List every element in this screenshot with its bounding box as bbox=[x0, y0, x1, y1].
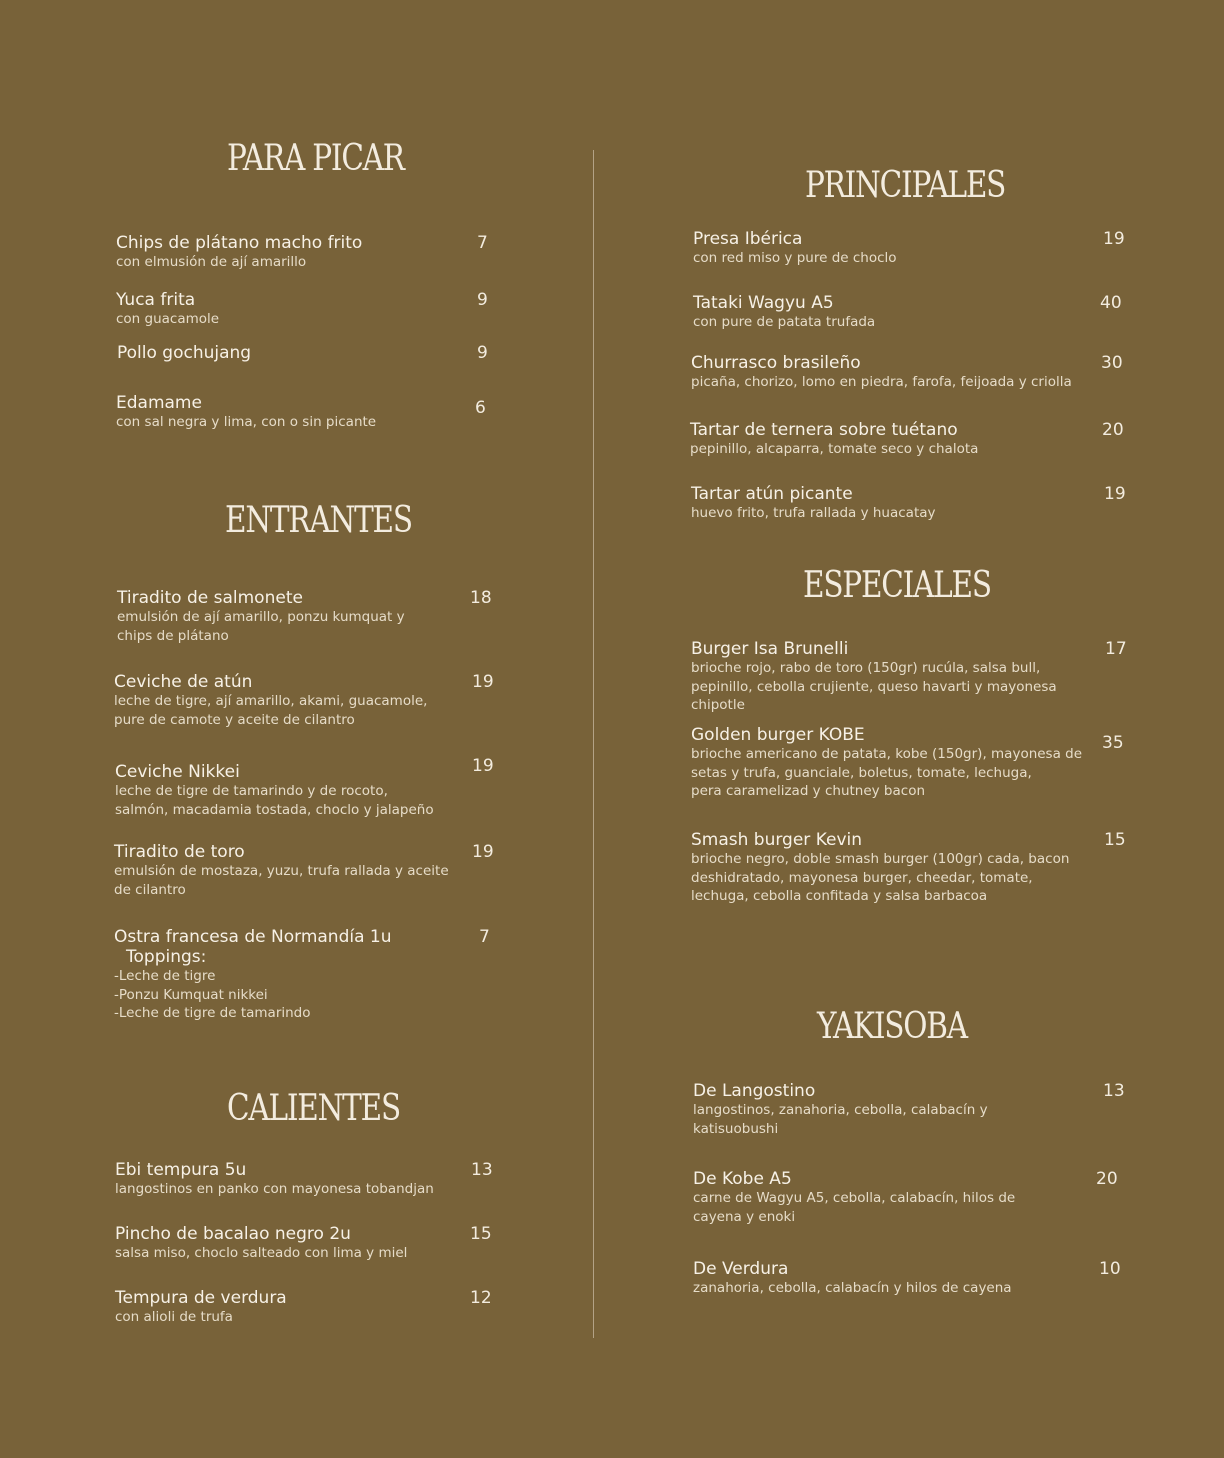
section-title-yakisoba: YAKISOBA bbox=[817, 1006, 967, 1047]
menu-item bbox=[693, 1259, 1073, 1298]
item-price: 9 bbox=[477, 290, 488, 310]
item-price: 15 bbox=[470, 1224, 492, 1244]
item-description: con alioli de trufa bbox=[115, 1309, 233, 1325]
item-price: 20 bbox=[1096, 1169, 1118, 1189]
item-name: De Kobe A5 bbox=[693, 1169, 792, 1189]
item-name: Golden burger KOBE bbox=[691, 725, 865, 745]
item-price: 13 bbox=[471, 1160, 493, 1180]
item-description: langostinos, zanahoria, cebolla, calabacín y katisuobushi bbox=[693, 1102, 988, 1137]
menu-item bbox=[691, 830, 1091, 906]
item-price: 19 bbox=[1103, 229, 1125, 249]
item-price: 19 bbox=[472, 672, 494, 692]
section-title-especiales: ESPECIALES bbox=[803, 565, 991, 606]
item-name: Ebi tempura 5u bbox=[115, 1160, 247, 1180]
menu-item bbox=[693, 1169, 1073, 1226]
menu-item bbox=[116, 393, 416, 432]
item-name: Burger Isa Brunelli bbox=[691, 639, 849, 659]
item-price: 12 bbox=[470, 1288, 492, 1308]
item-name: Tartar atún picante bbox=[691, 484, 853, 504]
section-title-entrantes: ENTRANTES bbox=[225, 500, 412, 541]
item-description: brioche negro, doble smash burger (100gr) cada, bacon deshidratado, mayonesa burger, cheedar, tomate, lechuga, cebolla confitada y salsa barbacoa bbox=[691, 851, 1070, 904]
item-name: Ceviche Nikkei bbox=[115, 762, 240, 782]
item-price: 9 bbox=[477, 343, 488, 363]
item-name: De Verdura bbox=[693, 1259, 789, 1279]
item-price: 6 bbox=[475, 398, 486, 418]
section-title-calientes: CALIENTES bbox=[227, 1088, 400, 1129]
item-description: zanahoria, cebolla, calabacín y hilos de cayena bbox=[693, 1280, 1012, 1296]
item-name: Edamame bbox=[116, 393, 202, 413]
menu-item bbox=[114, 842, 459, 899]
toppings-label: Toppings: bbox=[126, 947, 207, 967]
menu-item bbox=[115, 762, 455, 819]
menu-item bbox=[691, 639, 1106, 715]
item-price: 7 bbox=[477, 233, 488, 253]
item-name: Tartar de ternera sobre tuétano bbox=[690, 420, 958, 440]
item-description: leche de tigre, ají amarillo, akami, guacamole, pure de camote y aceite de cilantro bbox=[114, 693, 428, 728]
menu-item bbox=[115, 1288, 455, 1327]
item-description: langostinos en panko con mayonesa tobandjan bbox=[115, 1181, 434, 1197]
item-description: -Leche de tigre -Ponzu Kumquat nikkei -Leche de tigre de tamarindo bbox=[114, 968, 311, 1021]
item-price: 20 bbox=[1102, 420, 1124, 440]
item-price: 19 bbox=[472, 756, 494, 776]
item-description: brioche rojo, rabo de toro (150gr) rucúla, salsa bull, pepinillo, cebolla crujiente, queso havarti y mayonesa chipotle bbox=[691, 660, 1057, 713]
item-price: 35 bbox=[1102, 733, 1124, 753]
item-description: leche de tigre de tamarindo y de rocoto, salmón, macadamia tostada, choclo y jalapeño bbox=[115, 783, 434, 818]
item-price: 10 bbox=[1099, 1259, 1121, 1279]
menu-item bbox=[690, 420, 1080, 459]
menu-item bbox=[691, 725, 1091, 801]
item-name: Tiradito de toro bbox=[114, 842, 245, 862]
item-description: emulsión de mostaza, yuzu, trufa rallada y aceite de cilantro bbox=[114, 863, 449, 898]
item-name: Chips de plátano macho frito bbox=[116, 233, 363, 253]
menu-item bbox=[693, 1081, 1073, 1138]
item-price: 30 bbox=[1101, 353, 1123, 373]
item-name: Tiradito de salmonete bbox=[117, 588, 303, 608]
item-price: 18 bbox=[470, 588, 492, 608]
menu-item bbox=[117, 588, 457, 645]
item-name: Yuca frita bbox=[116, 290, 196, 310]
item-description: brioche americano de patata, kobe (150gr), mayonesa de setas y trufa, guanciale, boletus, tomate, lechuga, pera caramelizad y chutney bacon bbox=[691, 746, 1083, 799]
item-name: Pincho de bacalao negro 2u bbox=[115, 1224, 351, 1244]
item-description: pepinillo, alcaparra, tomate seco y chalota bbox=[690, 441, 979, 457]
item-price: 17 bbox=[1105, 639, 1127, 659]
item-name: Presa Ibérica bbox=[693, 229, 803, 249]
menu-item bbox=[115, 1224, 455, 1263]
item-description: con elmusión de ají amarillo bbox=[116, 254, 307, 270]
item-name: De Langostino bbox=[693, 1081, 816, 1101]
menu-item bbox=[114, 672, 454, 729]
menu-item bbox=[116, 233, 376, 272]
item-price: 15 bbox=[1104, 830, 1126, 850]
item-description: salsa miso, choclo salteado con lima y miel bbox=[115, 1245, 408, 1261]
item-name: Ceviche de atún bbox=[114, 672, 253, 692]
item-description: con pure de patata trufada bbox=[693, 314, 876, 330]
item-name: Smash burger Kevin bbox=[691, 830, 863, 850]
section-title-para-picar: PARA PICAR bbox=[227, 138, 404, 179]
item-description: con sal negra y lima, con o sin picante bbox=[116, 414, 377, 430]
menu-item bbox=[117, 343, 377, 363]
item-name: Tempura de verdura bbox=[115, 1288, 287, 1308]
item-description: emulsión de ají amarillo, ponzu kumquat y chips de plátano bbox=[117, 609, 405, 644]
item-name: Ostra francesa de Normandía 1u bbox=[114, 927, 392, 947]
item-name: Pollo gochujang bbox=[117, 343, 252, 363]
item-price: 40 bbox=[1100, 293, 1122, 313]
item-description: picaña, chorizo, lomo en piedra, farofa, feijoada y criolla bbox=[691, 374, 1072, 390]
item-description: huevo frito, trufa rallada y huacatay bbox=[691, 505, 936, 521]
item-price: 13 bbox=[1103, 1081, 1125, 1101]
item-price: 19 bbox=[1104, 484, 1126, 504]
menu-item bbox=[691, 353, 1091, 392]
item-name: Churrasco brasileño bbox=[691, 353, 861, 373]
menu-item bbox=[114, 927, 454, 1023]
menu-item bbox=[116, 290, 376, 329]
menu-item bbox=[115, 1160, 455, 1199]
item-description: con red miso y pure de choclo bbox=[693, 250, 897, 266]
item-description: con guacamole bbox=[116, 311, 220, 327]
column-divider bbox=[593, 150, 594, 1338]
item-description: carne de Wagyu A5, cebolla, calabacín, hilos de cayena y enoki bbox=[693, 1190, 1016, 1225]
menu-item bbox=[693, 229, 1083, 268]
item-price: 7 bbox=[479, 927, 490, 947]
item-name: Tataki Wagyu A5 bbox=[693, 293, 834, 313]
section-title-principales: PRINCIPALES bbox=[805, 165, 1006, 206]
item-price: 19 bbox=[472, 842, 494, 862]
menu-item bbox=[691, 484, 1081, 523]
menu-item bbox=[693, 293, 1083, 332]
